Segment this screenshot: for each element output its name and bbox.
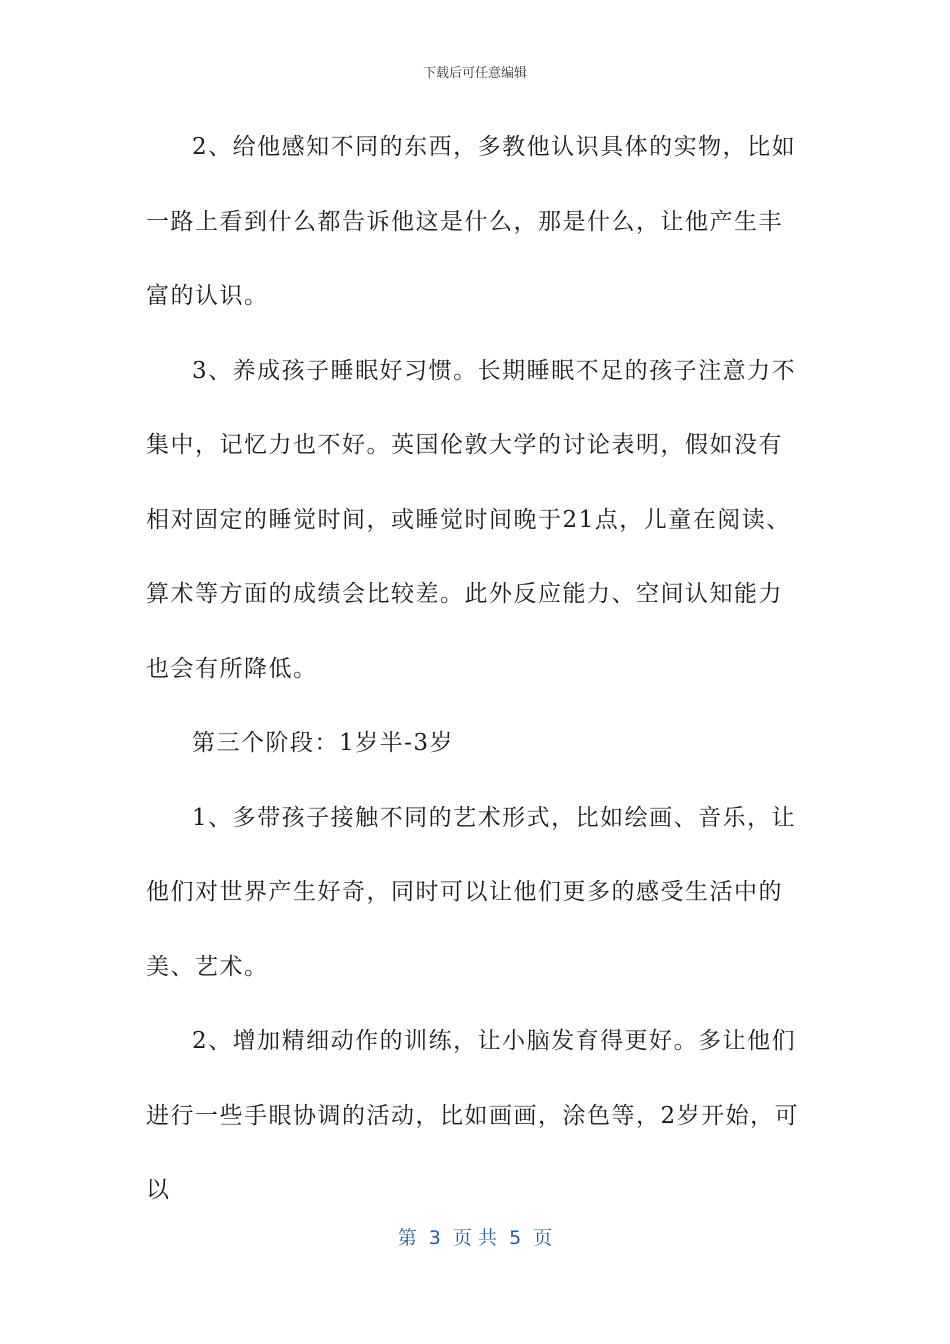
- paragraph-3: 1、多带孩子接触不同的艺术形式，比如绘画、音乐，让他们对世界产生好奇，同时可以让他们更多的感受生活中的美、艺术。: [146, 804, 797, 980]
- page-header-note: 下载后可任意编辑: [422, 66, 527, 81]
- paragraph-4: 2、增加精细动作的训练，让小脑发育得更好。多让他们进行一些手眼协调的活动，比如画画，涂色等，2岁开始，可以: [146, 1028, 800, 1203]
- page-number: 第 3 页 共 5 页: [397, 1227, 553, 1249]
- paragraph-1: 2、给他感知不同的东西，多教他认识具体的实物，比如一路上看到什么都告诉他这是什么，那是什么，让他产生丰富的认识。: [146, 134, 797, 309]
- document-body: [146, 110, 806, 1228]
- paragraph-2: 3、养成孩子睡眠好习惯。长期睡眠不足的孩子注意力不集中，记忆力也不好。英国伦敦大学的讨论表明，假如没有相对固定的睡觉时间，或睡觉时间晚于21点，儿童在阅读、算术等方面的成绩会比较差。此外反应能力、空间认知能力也会有所降低。: [146, 357, 797, 682]
- section-heading: 第三个阶段：1岁半-3岁: [192, 730, 455, 756]
